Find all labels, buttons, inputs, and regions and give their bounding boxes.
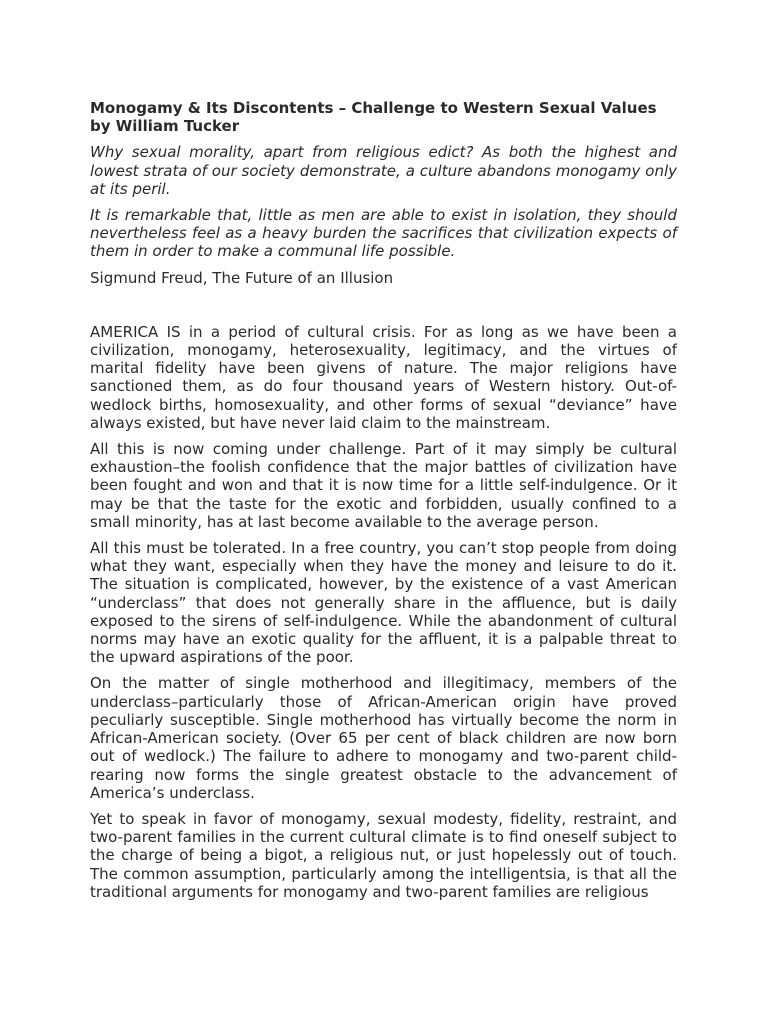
body-paragraph-4: On the matter of single motherhood and illegitimacy, members of the underclass–particularly those of African-American origin have proved peculiarly susceptible. Single motherhood has virtually become the norm in African-American society. (Over 65 per cent of black children are now born out of wedlock.) The failure to adhere to monogamy and two-parent child-rearing now forms the single greatest obstacle to the advancement of America’s underclass. [90,674,677,802]
body-paragraph-3: All this must be tolerated. In a free country, you can’t stop people from doing what they want, especially when they have the money and leisure to do it. The situation is complicated, however, by the existence of a vast American “underclass” that does not generally share in the affluence, but is daily exposed to the sirens of self-indulgence. While the abandonment of cultural norms may have an exotic quality for the affluent, it is a palpable threat to the upward aspirations of the poor. [90,539,677,667]
section-spacer [90,287,677,323]
epigraph-attribution: Sigmund Freud, The Future of an Illusion [90,268,394,287]
epigraph-1: Why sexual morality, apart from religious edict? As both the highest and lowest strata of our society demonstrate, a culture abandons monogamy only at its peril. [90,143,677,198]
body-paragraph-5: Yet to speak in favor of monogamy, sexual modesty, fidelity, restraint, and two-parent families in the current cultural climate is to find oneself subject to the charge of being a bigot, a religious nut, or just hopelessly out of touch. The common assumption, particularly among the intelligentsia, is that all the traditional arguments for monogamy and two-parent families are religious [90,809,677,901]
body-paragraph-2: All this is now coming under challenge. Part of it may simply be cultural exhaustion–the foolish confidence that the major battles of civilization have been fought and won and that it is now time for a little self-indulgence. Or it may be that the taste for the exotic and forbidden, usually confined to a small minority, has at last become available to the average person. [90,440,677,531]
document-title: Monogamy & Its Discontents – Challenge to Western Sexual Values by William Tucker [90,99,657,136]
epigraph-2: It is remarkable that, little as men are able to exist in isolation, they should nevertheless feel as a heavy burden the sacrifices that civilization expects of them in order to make a communal life possible. [90,206,677,261]
body-paragraph-1: AMERICA IS in a period of cultural crisis. For as long as we have been a civilization, monogamy, heterosexuality, legitimacy, and the virtues of marital fidelity have been givens of nature. The major religions have sanctioned them, as do four thousand years of Western history. Out-of-wedlock births, homosexuality, and other forms of sexual “deviance” have always existed, but have never laid claim to the mainstream. [90,322,677,432]
document-page [90,99,677,909]
